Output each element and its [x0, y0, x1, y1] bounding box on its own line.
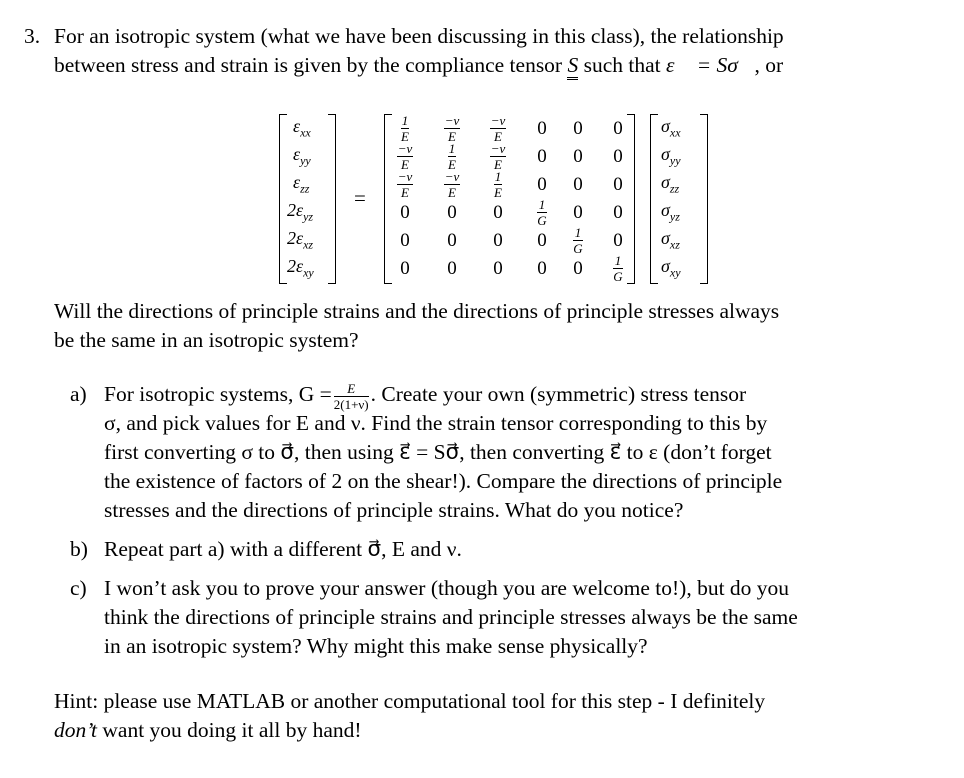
- matrix-cell: [598, 254, 638, 287]
- matrix-cell: [522, 198, 562, 231]
- problem-number: 3.: [24, 24, 41, 48]
- matrix-cell: 0: [613, 230, 623, 251]
- matrix-cell: 0: [447, 230, 457, 251]
- part-a-line-4: the existence of factors of 2 on the shear!). Compare the directions of principle: [104, 469, 783, 493]
- part-c-label: c): [70, 576, 87, 600]
- matrix-cell: 0: [447, 258, 457, 279]
- matrix-cell: 0: [447, 202, 457, 223]
- strain-component: $\varepsilon_{yy}$: [293, 144, 311, 168]
- intro-line-2: [54, 51, 783, 80]
- matrix-fraction: $\frac{1}{G}$: [613, 253, 623, 284]
- part-a-label: a): [70, 382, 87, 406]
- intro-text-a: between stress and strain is given by the compliance tensor: [54, 53, 568, 77]
- matrix-fraction: $\frac{1}{E}$: [401, 113, 409, 144]
- matrix-cell: 0: [613, 174, 623, 195]
- part-a-line-3: first converting σ to σ⃗, then using ε⃗ = Sσ⃗, then converting ε⃗ to ε (don’t forget: [104, 440, 772, 464]
- intro-text-c: , or: [754, 53, 784, 77]
- strain-component: $\varepsilon_{xx}$: [293, 116, 311, 140]
- matrix-cell: 0: [613, 146, 623, 167]
- matrix-cell: 0: [493, 230, 503, 251]
- stress-component: $\sigma_{xz}$: [661, 228, 680, 252]
- hint-emphasis: don’t: [54, 718, 97, 742]
- g-fraction: [334, 382, 369, 411]
- intro-text-b: such that: [578, 53, 667, 77]
- equals-sign: =: [354, 186, 366, 210]
- matrix-cell: 0: [573, 174, 583, 195]
- g-fraction-denominator: 2(1+ν): [333, 396, 369, 412]
- matrix-cell: 0: [573, 258, 583, 279]
- stress-component: $\sigma_{yz}$: [661, 200, 680, 224]
- stress-bracket-right: [700, 114, 708, 284]
- matrix-cell: [385, 170, 425, 203]
- matrix-cell: 0: [573, 202, 583, 223]
- stress-bracket-left: [650, 114, 658, 284]
- matrix-fraction: $\frac{-\nu}{E}$: [490, 113, 506, 144]
- part-a-line-5: stresses and the directions of principle strains. What do you notice?: [104, 498, 684, 522]
- matrix-cell: 0: [537, 118, 547, 139]
- strain-component: $2\varepsilon_{xz}$: [287, 228, 314, 252]
- matrix-cell: [558, 226, 598, 259]
- strain-component: $2\varepsilon_{xy}$: [287, 256, 314, 280]
- compliance-tensor-symbol: S: [567, 55, 578, 80]
- matrix-cell: 0: [613, 202, 623, 223]
- part-c-line-3: in an isotropic system? Why might this make sense physically?: [104, 634, 648, 658]
- hint-line-1: Hint: please use MATLAB or another computational tool for this step - I definitely: [54, 689, 766, 713]
- hint-text: want you doing it all by hand!: [97, 718, 362, 742]
- matrix-cell: 0: [537, 146, 547, 167]
- strain-bracket-right: [328, 114, 336, 284]
- strain-component: $2\varepsilon_{yz}$: [287, 200, 314, 224]
- part-a-line-2: σ, and pick values for E and ν. Find the strain tensor corresponding to this by: [104, 411, 768, 435]
- part-a-line-1: [104, 380, 746, 411]
- matrix-cell: 0: [573, 146, 583, 167]
- matrix-cell: [478, 170, 518, 203]
- part-c-line-1: I won’t ask you to prove your answer (though you are welcome to!), but do you: [104, 576, 790, 600]
- stress-component: $\sigma_{yy}$: [661, 144, 681, 168]
- matrix-cell: 0: [493, 258, 503, 279]
- question-line-2: be the same in an isotropic system?: [54, 328, 359, 352]
- matrix-cell: 0: [613, 118, 623, 139]
- matrix-fraction: $\frac{1}{E}$: [448, 141, 456, 172]
- matrix-fraction: $\frac{-\nu}{E}$: [397, 169, 413, 200]
- part-b-line-1: Repeat part a) with a different σ⃗, E and ν.: [104, 537, 462, 561]
- strain-component: $\varepsilon_{zz}$: [293, 172, 310, 196]
- matrix-cell: 0: [493, 202, 503, 223]
- matrix-fraction: $\frac{-\nu}{E}$: [444, 113, 460, 144]
- stress-component: $\sigma_{zz}$: [661, 172, 680, 196]
- matrix-fraction: $\frac{-\nu}{E}$: [490, 141, 506, 172]
- part-a-text-1a: For isotropic systems, G =: [104, 382, 332, 406]
- question-line-1: Will the directions of principle strains and the directions of principle stresses always: [54, 299, 780, 323]
- matrix-cell: 0: [400, 202, 410, 223]
- matrix-cell: [432, 170, 472, 203]
- strain-bracket-left: [279, 114, 287, 284]
- matrix-fraction: $\frac{1}{E}$: [494, 169, 502, 200]
- matrix-cell: 0: [537, 230, 547, 251]
- matrix-fraction: $\frac{-\nu}{E}$: [397, 141, 413, 172]
- stress-component: $\sigma_{xy}$: [661, 256, 681, 280]
- matrix-cell: 0: [537, 174, 547, 195]
- matrix-fraction: $\frac{1}{G}$: [573, 225, 583, 256]
- intro-equation: ε⃗ = Sσ⃗: [666, 53, 755, 77]
- intro-line-1: For an isotropic system (what we have been discussing in this class), the relationship: [54, 24, 784, 48]
- matrix-fraction: $\frac{-\nu}{E}$: [444, 169, 460, 200]
- g-fraction-numerator: E: [334, 382, 369, 397]
- hint-line-2: [54, 716, 362, 745]
- matrix-cell: 0: [400, 230, 410, 251]
- matrix-fraction: $\frac{1}{G}$: [537, 197, 547, 228]
- part-a-text-1b: . Create your own (symmetric) stress tensor: [370, 382, 747, 406]
- matrix-cell: 0: [400, 258, 410, 279]
- matrix-cell: 0: [573, 118, 583, 139]
- matrix-cell: 0: [537, 258, 547, 279]
- part-b-label: b): [70, 537, 88, 561]
- stress-component: $\sigma_{xx}$: [661, 116, 681, 140]
- part-c-line-2: think the directions of principle strains and principle stresses always be the same: [104, 605, 798, 629]
